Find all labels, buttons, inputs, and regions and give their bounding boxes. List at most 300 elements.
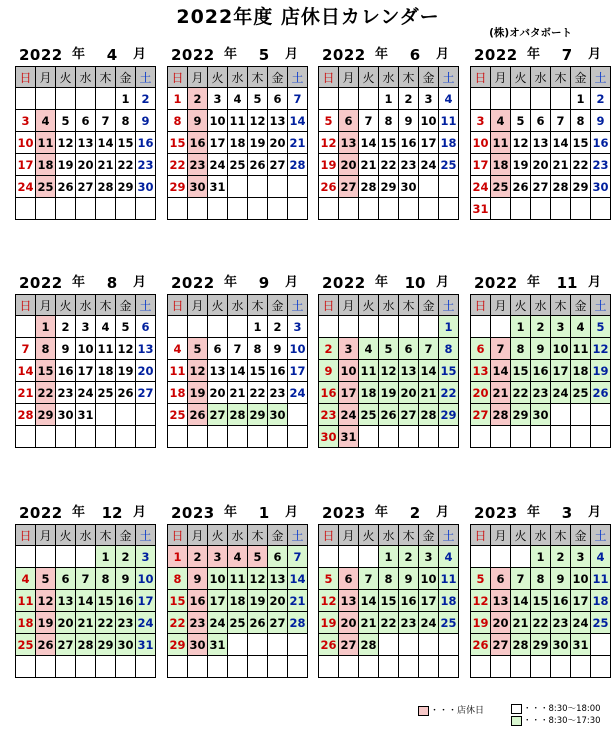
day-cell: 6 <box>136 316 156 338</box>
day-cell: 23 <box>136 154 156 176</box>
day-cell: 2 <box>591 88 611 110</box>
day-cell <box>248 426 268 448</box>
day-cell <box>208 316 228 338</box>
weekday-header: 日 <box>471 295 491 316</box>
month-title <box>470 272 606 294</box>
day-cell <box>531 88 551 110</box>
weekday-header: 木 <box>551 525 571 546</box>
company-name: (株)オバタボート <box>489 27 572 39</box>
day-cell <box>359 316 379 338</box>
day-cell: 10 <box>16 132 36 154</box>
day-cell <box>591 426 611 448</box>
day-cell <box>96 198 116 220</box>
day-cell: 4 <box>439 546 459 568</box>
day-cell: 29 <box>116 176 136 198</box>
day-cell <box>551 426 571 448</box>
day-cell: 20 <box>491 612 511 634</box>
day-cell: 28 <box>359 634 379 656</box>
weekday-header: 火 <box>359 67 379 88</box>
day-cell: 30 <box>136 176 156 198</box>
day-cell <box>551 656 571 678</box>
day-cell: 6 <box>76 110 96 132</box>
weekday-header: 土 <box>136 295 156 316</box>
day-cell: 14 <box>96 132 116 154</box>
weekday-header: 金 <box>571 525 591 546</box>
day-cell: 8 <box>168 568 188 590</box>
day-cell: 17 <box>136 590 156 612</box>
day-cell: 9 <box>116 568 136 590</box>
day-cell: 19 <box>188 382 208 404</box>
day-cell: 24 <box>339 404 359 426</box>
day-cell: 4 <box>228 546 248 568</box>
day-cell <box>268 176 288 198</box>
day-cell: 10 <box>136 568 156 590</box>
day-cell: 31 <box>208 176 228 198</box>
day-cell: 13 <box>339 132 359 154</box>
weekday-header: 木 <box>96 295 116 316</box>
day-cell <box>228 316 248 338</box>
day-cell <box>399 634 419 656</box>
day-cell <box>551 404 571 426</box>
month-title <box>318 502 454 524</box>
day-cell <box>511 546 531 568</box>
month-calendar <box>470 272 609 448</box>
day-cell: 18 <box>591 590 611 612</box>
day-cell: 23 <box>188 612 208 634</box>
day-cell: 24 <box>16 176 36 198</box>
day-cell: 15 <box>168 132 188 154</box>
day-cell: 10 <box>571 568 591 590</box>
year-label: 年 <box>375 505 389 520</box>
day-cell: 10 <box>208 110 228 132</box>
day-cell <box>188 198 208 220</box>
day-cell <box>208 656 228 678</box>
day-cell: 23 <box>116 612 136 634</box>
day-cell <box>339 656 359 678</box>
weekday-header: 日 <box>16 295 36 316</box>
day-cell: 6 <box>339 110 359 132</box>
day-cell: 4 <box>439 88 459 110</box>
day-cell: 18 <box>228 132 248 154</box>
day-cell: 11 <box>359 360 379 382</box>
legend-closed-label: ・・・店休日 <box>430 706 485 716</box>
month-label: 月 <box>588 505 602 520</box>
month-table <box>15 524 156 678</box>
day-cell: 10 <box>471 132 491 154</box>
weekday-header: 月 <box>188 525 208 546</box>
day-cell: 9 <box>399 110 419 132</box>
day-cell: 8 <box>36 338 56 360</box>
day-cell: 2 <box>551 546 571 568</box>
day-cell <box>248 656 268 678</box>
weekday-header: 土 <box>439 525 459 546</box>
day-cell: 24 <box>136 612 156 634</box>
month-calendar <box>167 44 306 220</box>
day-cell: 19 <box>36 612 56 634</box>
weekday-header: 木 <box>96 67 116 88</box>
day-cell: 20 <box>339 612 359 634</box>
legend-hours-regular-label: ・・・8:30～18:00 <box>523 704 601 714</box>
day-cell: 21 <box>551 154 571 176</box>
day-cell: 3 <box>288 316 308 338</box>
day-cell: 29 <box>379 176 399 198</box>
month-title <box>167 502 303 524</box>
day-cell: 22 <box>439 382 459 404</box>
day-cell <box>36 426 56 448</box>
weekday-header: 月 <box>188 295 208 316</box>
day-cell <box>419 198 439 220</box>
day-cell: 13 <box>471 360 491 382</box>
day-cell: 1 <box>168 88 188 110</box>
day-cell: 10 <box>419 568 439 590</box>
day-cell: 19 <box>319 154 339 176</box>
day-cell: 3 <box>551 316 571 338</box>
day-cell: 24 <box>551 382 571 404</box>
day-cell: 28 <box>288 154 308 176</box>
year-label: 年 <box>375 275 389 290</box>
day-cell: 9 <box>188 110 208 132</box>
day-cell: 23 <box>591 154 611 176</box>
day-cell: 30 <box>591 176 611 198</box>
weekday-header: 金 <box>419 525 439 546</box>
month-table <box>167 66 308 220</box>
month-label: 月 <box>133 505 147 520</box>
day-cell: 18 <box>16 612 36 634</box>
day-cell: 20 <box>399 382 419 404</box>
day-cell <box>56 546 76 568</box>
weekday-header: 木 <box>399 525 419 546</box>
day-cell <box>379 426 399 448</box>
day-cell <box>471 546 491 568</box>
day-cell: 5 <box>511 110 531 132</box>
day-cell: 5 <box>591 316 611 338</box>
day-cell: 27 <box>76 176 96 198</box>
day-cell: 17 <box>288 360 308 382</box>
day-cell: 5 <box>379 338 399 360</box>
day-cell: 17 <box>419 132 439 154</box>
day-cell: 6 <box>56 568 76 590</box>
day-cell: 1 <box>248 316 268 338</box>
day-cell: 29 <box>571 176 591 198</box>
day-cell: 22 <box>511 382 531 404</box>
day-cell: 7 <box>76 568 96 590</box>
day-cell: 9 <box>399 568 419 590</box>
day-cell: 27 <box>399 404 419 426</box>
day-cell: 9 <box>268 338 288 360</box>
day-cell: 4 <box>36 110 56 132</box>
day-cell: 27 <box>56 634 76 656</box>
day-cell: 18 <box>439 590 459 612</box>
day-cell: 11 <box>591 568 611 590</box>
day-cell: 23 <box>56 382 76 404</box>
day-cell: 15 <box>96 590 116 612</box>
day-cell: 29 <box>511 404 531 426</box>
month-label: 月 <box>133 275 147 290</box>
day-cell: 16 <box>56 360 76 382</box>
weekday-header: 月 <box>491 295 511 316</box>
month-title <box>318 272 454 294</box>
day-cell: 26 <box>319 634 339 656</box>
day-cell: 26 <box>379 404 399 426</box>
day-cell <box>268 426 288 448</box>
day-cell: 16 <box>116 590 136 612</box>
weekday-header: 金 <box>571 295 591 316</box>
day-cell <box>399 426 419 448</box>
month-number: 3 <box>561 504 573 522</box>
day-cell <box>551 198 571 220</box>
year-label: 年 <box>527 47 541 62</box>
day-cell: 18 <box>168 382 188 404</box>
day-cell <box>248 176 268 198</box>
day-cell: 6 <box>471 338 491 360</box>
day-cell: 27 <box>491 634 511 656</box>
day-cell: 3 <box>16 110 36 132</box>
day-cell: 22 <box>168 612 188 634</box>
day-cell <box>591 656 611 678</box>
weekday-header: 火 <box>208 295 228 316</box>
weekday-header: 土 <box>136 67 156 88</box>
day-cell <box>56 88 76 110</box>
day-cell: 31 <box>339 426 359 448</box>
day-cell: 8 <box>379 568 399 590</box>
weekday-header: 金 <box>268 67 288 88</box>
year-label: 年 <box>72 505 86 520</box>
day-cell <box>471 88 491 110</box>
weekday-header: 月 <box>36 67 56 88</box>
weekday-header: 水 <box>531 525 551 546</box>
day-cell: 13 <box>339 590 359 612</box>
day-cell: 30 <box>399 176 419 198</box>
weekday-header: 水 <box>228 525 248 546</box>
day-cell: 1 <box>168 546 188 568</box>
weekday-header: 火 <box>359 525 379 546</box>
day-cell: 29 <box>248 404 268 426</box>
day-cell: 22 <box>248 382 268 404</box>
day-cell <box>16 656 36 678</box>
day-cell: 2 <box>188 88 208 110</box>
day-cell: 24 <box>208 612 228 634</box>
day-cell: 2 <box>56 316 76 338</box>
day-cell: 11 <box>16 590 36 612</box>
day-cell: 24 <box>471 176 491 198</box>
day-cell: 29 <box>168 634 188 656</box>
day-cell <box>419 316 439 338</box>
month-table <box>470 524 611 678</box>
day-cell: 22 <box>379 612 399 634</box>
day-cell <box>116 198 136 220</box>
day-cell: 21 <box>359 154 379 176</box>
legend-closed <box>418 703 484 716</box>
day-cell <box>16 426 36 448</box>
day-cell: 26 <box>188 404 208 426</box>
day-cell: 12 <box>511 132 531 154</box>
month-title <box>318 44 454 66</box>
day-cell <box>359 546 379 568</box>
day-cell <box>56 656 76 678</box>
day-cell <box>228 426 248 448</box>
day-cell: 29 <box>531 634 551 656</box>
day-cell: 17 <box>571 590 591 612</box>
day-cell <box>439 426 459 448</box>
weekday-header: 木 <box>248 295 268 316</box>
weekday-header: 月 <box>339 525 359 546</box>
weekday-header: 土 <box>288 295 308 316</box>
day-cell <box>531 656 551 678</box>
day-cell: 22 <box>168 154 188 176</box>
day-cell: 16 <box>551 590 571 612</box>
weekday-header: 水 <box>531 295 551 316</box>
day-cell: 30 <box>268 404 288 426</box>
day-cell <box>76 426 96 448</box>
weekday-header: 木 <box>96 525 116 546</box>
day-cell: 5 <box>116 316 136 338</box>
day-cell <box>16 316 36 338</box>
day-cell: 23 <box>531 382 551 404</box>
day-cell: 9 <box>188 568 208 590</box>
day-cell: 25 <box>439 612 459 634</box>
day-cell: 7 <box>511 568 531 590</box>
day-cell: 8 <box>96 568 116 590</box>
day-cell: 8 <box>571 110 591 132</box>
month-label: 月 <box>436 47 450 62</box>
day-cell: 27 <box>268 154 288 176</box>
day-cell <box>379 656 399 678</box>
day-cell <box>16 546 36 568</box>
weekday-header: 日 <box>319 295 339 316</box>
day-cell: 10 <box>339 360 359 382</box>
day-cell: 16 <box>399 590 419 612</box>
day-cell: 13 <box>268 110 288 132</box>
month-year: 2022 <box>19 46 63 64</box>
day-cell: 13 <box>76 132 96 154</box>
day-cell <box>228 176 248 198</box>
day-cell: 28 <box>491 404 511 426</box>
month-number: 2 <box>409 504 421 522</box>
day-cell: 17 <box>76 360 96 382</box>
day-cell: 21 <box>96 154 116 176</box>
day-cell: 14 <box>76 590 96 612</box>
weekday-header: 水 <box>379 295 399 316</box>
weekday-header: 金 <box>116 295 136 316</box>
day-cell: 6 <box>491 568 511 590</box>
day-cell <box>188 426 208 448</box>
weekday-header: 火 <box>56 525 76 546</box>
day-cell: 19 <box>319 612 339 634</box>
month-year: 2022 <box>19 274 63 292</box>
day-cell <box>268 198 288 220</box>
day-cell: 15 <box>379 590 399 612</box>
month-title <box>470 502 606 524</box>
day-cell <box>168 316 188 338</box>
month-calendar <box>470 502 609 678</box>
day-cell: 19 <box>511 154 531 176</box>
day-cell: 16 <box>188 132 208 154</box>
weekday-header: 土 <box>288 525 308 546</box>
day-cell: 20 <box>56 612 76 634</box>
day-cell: 21 <box>288 132 308 154</box>
day-cell: 1 <box>379 88 399 110</box>
day-cell <box>268 656 288 678</box>
day-cell: 4 <box>168 338 188 360</box>
day-cell <box>188 656 208 678</box>
weekday-header: 月 <box>491 525 511 546</box>
day-cell: 9 <box>591 110 611 132</box>
weekday-header: 金 <box>268 295 288 316</box>
day-cell: 26 <box>319 176 339 198</box>
day-cell: 25 <box>96 382 116 404</box>
month-label: 月 <box>285 275 299 290</box>
day-cell <box>168 656 188 678</box>
weekday-header: 日 <box>16 525 36 546</box>
day-cell: 22 <box>571 154 591 176</box>
weekday-header: 月 <box>339 295 359 316</box>
year-label: 年 <box>224 47 238 62</box>
month-label: 月 <box>588 275 602 290</box>
day-cell <box>168 198 188 220</box>
day-cell: 27 <box>471 404 491 426</box>
weekday-header: 火 <box>208 67 228 88</box>
month-year: 2023 <box>474 504 518 522</box>
month-title <box>15 44 151 66</box>
day-cell: 7 <box>419 338 439 360</box>
day-cell: 10 <box>288 338 308 360</box>
day-cell <box>208 198 228 220</box>
day-cell: 13 <box>268 568 288 590</box>
day-cell <box>399 316 419 338</box>
day-cell: 14 <box>419 360 439 382</box>
weekday-header: 水 <box>76 67 96 88</box>
day-cell: 3 <box>419 546 439 568</box>
month-year: 2023 <box>171 504 215 522</box>
day-cell: 17 <box>471 154 491 176</box>
weekday-header: 金 <box>419 295 439 316</box>
day-cell: 4 <box>228 88 248 110</box>
day-cell: 7 <box>16 338 36 360</box>
day-cell: 17 <box>419 590 439 612</box>
day-cell: 9 <box>531 338 551 360</box>
weekday-header: 土 <box>288 67 308 88</box>
day-cell: 1 <box>379 546 399 568</box>
weekday-header: 月 <box>36 525 56 546</box>
day-cell <box>76 88 96 110</box>
month-number: 10 <box>404 274 426 292</box>
day-cell: 4 <box>591 546 611 568</box>
day-cell <box>96 404 116 426</box>
weekday-header: 水 <box>76 295 96 316</box>
day-cell: 9 <box>319 360 339 382</box>
day-cell: 1 <box>511 316 531 338</box>
day-cell <box>136 198 156 220</box>
day-cell <box>511 426 531 448</box>
day-cell: 13 <box>531 132 551 154</box>
day-cell <box>511 656 531 678</box>
month-label: 月 <box>133 47 147 62</box>
day-cell: 21 <box>359 612 379 634</box>
day-cell: 23 <box>188 154 208 176</box>
day-cell <box>96 656 116 678</box>
day-cell: 20 <box>136 360 156 382</box>
day-cell <box>288 404 308 426</box>
legend-hours-late <box>511 714 601 726</box>
day-cell: 19 <box>116 360 136 382</box>
day-cell: 7 <box>359 568 379 590</box>
day-cell: 26 <box>248 612 268 634</box>
day-cell <box>339 88 359 110</box>
day-cell: 3 <box>419 88 439 110</box>
day-cell: 4 <box>359 338 379 360</box>
day-cell: 29 <box>96 634 116 656</box>
day-cell <box>319 656 339 678</box>
